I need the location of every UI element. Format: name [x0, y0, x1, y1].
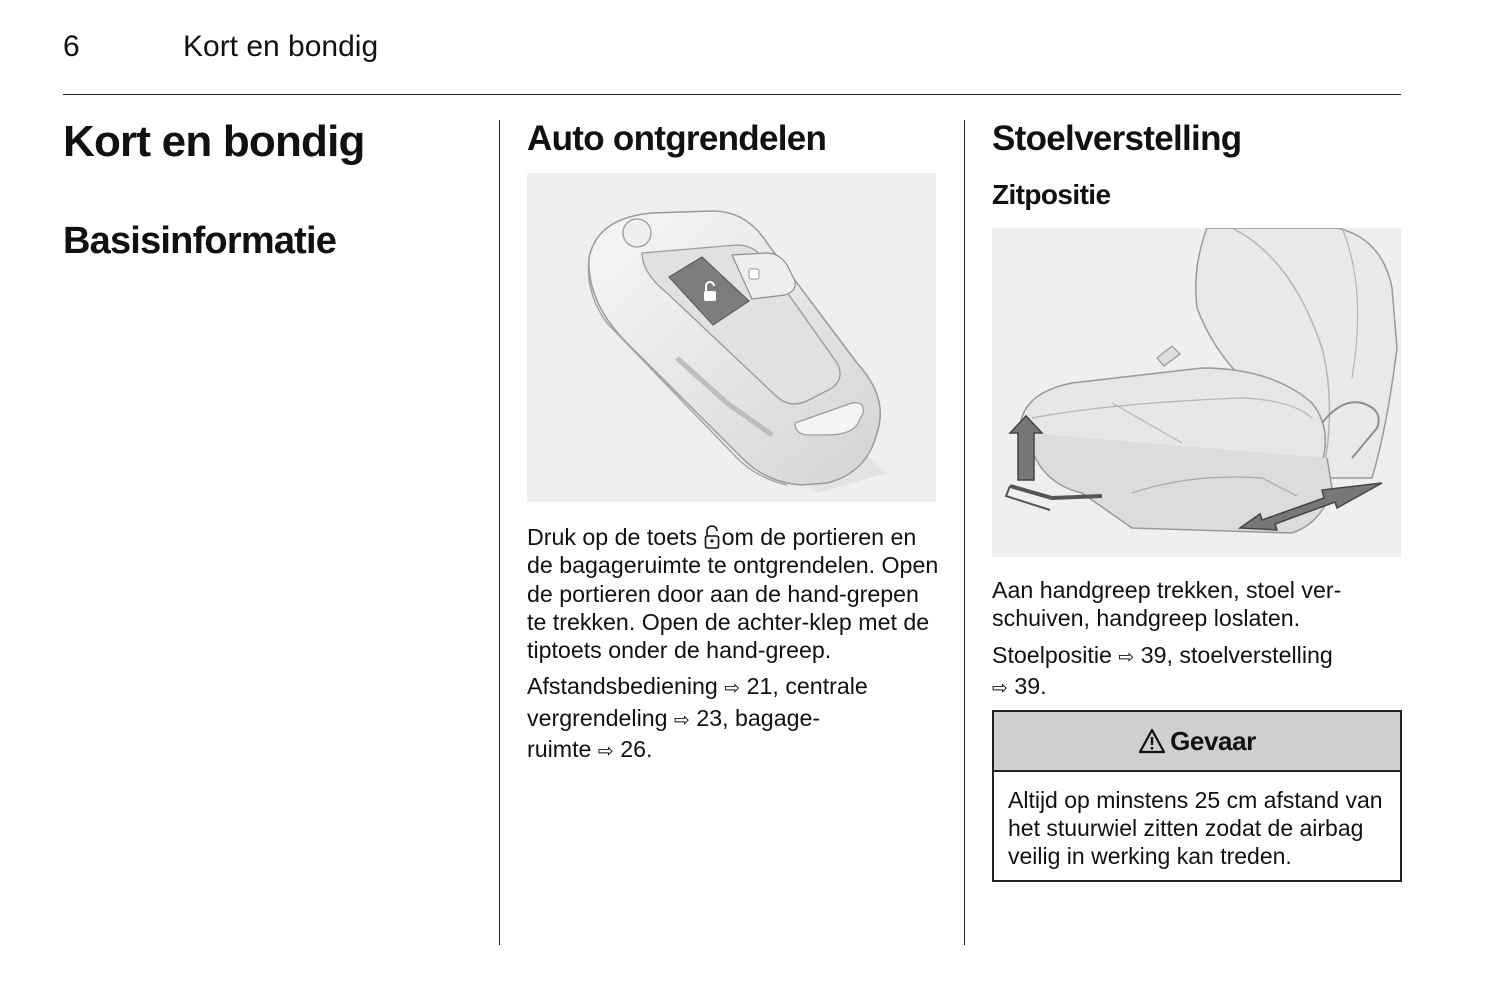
ref-seat-position: Stoelpositie	[992, 641, 1112, 668]
unlock-instructions	[527, 523, 939, 774]
column-middle	[527, 118, 939, 763]
ref-page: 39, stoelverstelling	[1140, 641, 1333, 668]
page-number: 6	[63, 30, 80, 63]
warning-triangle-icon	[1138, 728, 1166, 754]
column-divider	[964, 120, 965, 945]
unlock-text-b: om de portieren en de bagageruimte te ontgrendelen. Open de portieren door aan de hand-grepen te trekken. Open de achter-klep met de tiptoets onder de hand-greep.	[527, 524, 939, 664]
ref-remote-control: Afstandsbediening	[527, 673, 718, 700]
seat-icon	[992, 228, 1401, 557]
ref-luggage: ruimte	[527, 736, 592, 763]
chapter-title: Kort en bondig	[63, 117, 365, 166]
warning-text: Altijd op minstens 25 cm afstand van het stuurwiel zitten zodat de airbag veilig in werking kan treden.	[1008, 787, 1383, 869]
ref-arrow-icon: ⇨	[992, 677, 1008, 699]
seat-subtitle: Zitpositie	[992, 179, 1111, 210]
column-right	[992, 118, 1402, 869]
seat-references	[992, 641, 1404, 704]
key-fob-icon	[527, 173, 936, 502]
unlock-paragraph	[527, 523, 939, 664]
unlock-references	[527, 672, 939, 766]
key-fob-illustration	[527, 173, 936, 502]
ref-page: 26.	[620, 736, 653, 763]
seat-paragraph: Aan handgreep trekken, stoel ver-schuiven, handgreep loslaten.	[992, 577, 1342, 632]
warning-title: Gevaar	[1170, 725, 1256, 756]
ref-arrow-icon: ⇨	[1118, 646, 1135, 668]
seat-title: Stoelverstelling	[992, 119, 1242, 158]
seat-illustration	[992, 228, 1401, 557]
ref-arrow-icon: ⇨	[673, 709, 690, 731]
column-divider	[499, 120, 500, 945]
ref-page: 39.	[1014, 672, 1047, 699]
running-title: Kort en bondig	[183, 30, 379, 63]
section-title: Basisinformatie	[63, 220, 337, 262]
unlock-icon	[704, 523, 720, 551]
unlock-text-a: Druk op de toets	[527, 524, 698, 550]
danger-warning-box	[992, 710, 1402, 882]
ref-arrow-icon: ⇨	[724, 678, 741, 700]
unlock-title: Auto ontgrendelen	[527, 119, 827, 158]
column-left	[63, 118, 473, 262]
warning-header	[994, 712, 1400, 772]
header-rule	[63, 94, 1401, 95]
seat-instructions	[992, 576, 1404, 711]
ref-page: 21, centrale	[746, 673, 868, 700]
ref-central-locking: vergrendeling	[527, 704, 668, 731]
ref-page: 23, bagage-	[696, 704, 821, 731]
ref-arrow-icon: ⇨	[597, 741, 614, 763]
